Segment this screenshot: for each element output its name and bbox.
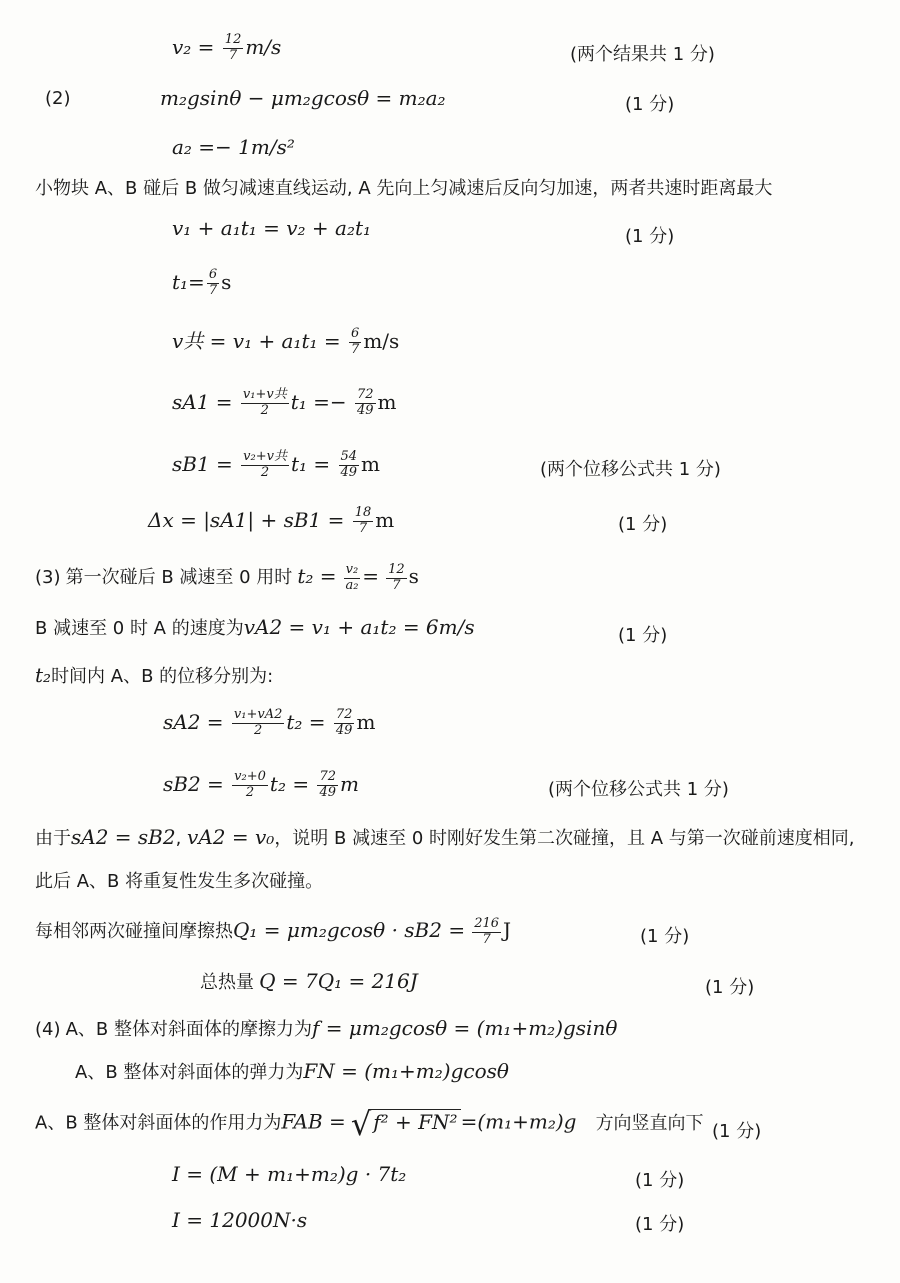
p3-vA2-text: B 减速至 0 时 A 的速度为 — [35, 618, 244, 639]
sA2-num: 72 — [335, 707, 353, 722]
sB1-inner-frac — [241, 450, 289, 481]
I1-eq: I = (M + m₁+m₂)g · 7t₂ — [172, 1162, 407, 1186]
t1-result — [172, 268, 231, 299]
a2-result: a₂ =− 1m/s² — [172, 135, 295, 159]
p3-t2-line — [35, 563, 419, 594]
because-eq2: vA2 = v₀ — [187, 825, 275, 849]
sB1-mid: t₁ = — [290, 451, 331, 476]
sB1-lhs: sB1 = — [172, 451, 233, 476]
p3-t2-intro — [35, 665, 273, 686]
sA2-inner-num: v₁+vA2 — [233, 707, 283, 722]
t1-frac — [207, 268, 219, 299]
t1-den: 7 — [208, 282, 218, 298]
dx-lhs: Δx = |sA1| + sB1 = — [148, 507, 345, 532]
sA1-result — [172, 388, 397, 419]
p3-because-mid: ，说明 B 减速至 0 时刚好发生第二次碰撞，且 A 与第一次碰前速度相同, — [274, 828, 855, 849]
t1-unit: s — [221, 269, 232, 294]
score-10: (1 分) — [712, 1121, 762, 1142]
sB1-result — [172, 450, 380, 481]
because-eq1: sA2 = sB2 — [71, 825, 176, 849]
t2-inner-den: a₂ — [345, 577, 359, 593]
sA2-inner-frac — [232, 708, 284, 739]
t2-unit: s — [408, 563, 419, 588]
sB2-inner-frac — [232, 770, 268, 801]
score-8: (1 分) — [640, 926, 690, 947]
p3-because-line: 由于sA2 = sB2, vA2 = v₀，说明 B 减速至 0 时刚好发生第二次碰撞，且 A 与第一次碰前速度相同, — [35, 825, 855, 849]
dx-den: 7 — [358, 520, 368, 536]
eq-velocity: v₁ + a₁t₁ = v₂ + a₂t₁ — [172, 216, 372, 240]
vco-frac — [349, 327, 361, 358]
p3-vA2-line — [35, 617, 475, 638]
p4-friction-text: A、B 整体对斜面体的摩擦力为 — [65, 1019, 312, 1040]
sB2-num: 72 — [319, 769, 336, 784]
eq-part2-newton: m₂gsinθ − μm₂gcosθ = m₂a₂ — [160, 86, 446, 110]
p4-force-line — [35, 1105, 704, 1143]
sB2-inner-den: 2 — [245, 784, 255, 800]
sB1-inner-den: 2 — [260, 464, 270, 480]
vco-lhs: v共 = v₁ + a₁t₁ = — [172, 328, 341, 353]
f-eq: f = μm₂gcosθ = (m₁+m₂)gsinθ — [311, 1016, 618, 1040]
sA1-inner-den: 2 — [260, 402, 269, 418]
p4-normal-text: A、B 整体对斜面体的弹力为 — [75, 1062, 304, 1083]
FAB-rhs: =(m₁+m₂)g — [460, 1109, 577, 1134]
sA2-unit: m — [356, 709, 376, 734]
score-3: (1 分) — [625, 226, 675, 247]
p3-after-text: 此后 A、B 将重复性发生多次碰撞。 — [35, 871, 324, 892]
p4-direction-text: 方向竖直向下 — [595, 1112, 704, 1134]
sB1-den: 49 — [340, 464, 358, 480]
sA1-inner-frac — [241, 388, 289, 419]
sA1-mid: t₁ =− — [290, 389, 347, 414]
sB2-den: 49 — [319, 784, 336, 800]
FAB-lhs: FAB = — [281, 1109, 346, 1134]
sA2-den: 49 — [335, 722, 353, 738]
sB2-unit: m — [339, 771, 359, 796]
v2-frac — [223, 33, 244, 64]
t1-num: 6 — [208, 267, 218, 282]
t2-num: 12 — [388, 562, 405, 577]
p3-heat-text: 每相邻两次碰撞间摩擦热 — [35, 920, 233, 942]
sB1-num: 54 — [340, 449, 358, 464]
score-12: (1 分) — [635, 1214, 685, 1235]
sA1-lhs: sA1 = — [172, 389, 233, 414]
score-1: (两个结果共 1 分) — [570, 44, 715, 65]
part-2-label: (2) — [45, 88, 71, 109]
t2-inner-frac — [344, 563, 361, 594]
v2-result — [172, 33, 281, 64]
p3-t2-text: 时间内 A、B 的位移分别为: — [51, 666, 274, 687]
t2-symbol: t₂ — [35, 663, 52, 687]
v2-unit: m/s — [245, 34, 282, 59]
t2-den: 7 — [392, 577, 401, 593]
v2-den: 7 — [228, 47, 238, 63]
dx-unit: m — [375, 507, 395, 532]
FAB-radicand: f² + FN² — [370, 1109, 460, 1132]
score-2: (1 分) — [625, 94, 675, 115]
p2-description: 小物块 A、B 碰后 B 做匀减速直线运动, A 先向上匀减速后反向匀加速，两者共速时距离最大 — [35, 178, 773, 199]
sA2-lhs: sA2 = — [163, 709, 224, 734]
t2-inner-num: v₂ — [345, 562, 359, 577]
score-11: (1 分) — [635, 1170, 685, 1191]
v2-lhs: v₂ = — [172, 34, 215, 59]
vA2-eq: vA2 = v₁ + a₁t₂ = 6m/s — [243, 615, 475, 639]
sA1-inner-num: v₁+v共 — [242, 387, 287, 402]
p4-force-text: A、B 整体对斜面体的作用力为 — [35, 1112, 282, 1134]
sA2-inner-den: 2 — [253, 722, 263, 738]
t2-eq: = — [362, 563, 379, 588]
sA2-result — [163, 708, 375, 739]
t2-lhs: t₂ = — [297, 563, 337, 588]
p3-total-line — [200, 971, 418, 992]
sB2-lhs: sB2 = — [163, 771, 224, 796]
sB1-inner-num: v₂+v共 — [243, 449, 287, 464]
p3-because-text: 由于 — [35, 828, 71, 849]
score-4: (两个位移公式共 1 分) — [540, 459, 721, 480]
p3-first-text: 第一次碰后 B 减速至 0 用时 — [65, 566, 293, 588]
Q1-frac — [472, 917, 501, 948]
sB2-result — [163, 770, 359, 801]
Q1-eq: Q₁ = μm₂gcosθ · sB2 = — [233, 917, 466, 942]
Q-eq: Q = 7Q₁ = 216J — [259, 969, 418, 993]
sA1-den: 49 — [357, 402, 374, 418]
Q1-num: 216 — [474, 916, 500, 931]
p4-normal-line — [75, 1061, 509, 1082]
score-5: (1 分) — [618, 514, 668, 535]
sqrt-icon: √ — [350, 1105, 372, 1143]
sA1-frac — [355, 388, 376, 419]
dx-result — [148, 506, 394, 537]
vco-den: 7 — [351, 341, 360, 357]
score-7: (两个位移公式共 1 分) — [548, 779, 729, 800]
sA2-frac — [334, 708, 355, 739]
vco-unit: m/s — [363, 328, 400, 353]
t1-lhs: t₁= — [172, 269, 205, 294]
sA1-unit: m — [377, 389, 397, 414]
FN-eq: FN = (m₁+m₂)gcosθ — [303, 1059, 509, 1083]
t2-frac — [386, 563, 407, 594]
vco-num: 6 — [351, 326, 360, 341]
sB1-unit: m — [361, 451, 381, 476]
part-4-label: (4) — [35, 1019, 61, 1040]
p4-friction-line — [35, 1018, 617, 1039]
p3-heat-line — [35, 917, 511, 948]
vco-result — [172, 327, 399, 358]
sB2-inner-num: v₂+0 — [234, 769, 266, 784]
sA1-num: 72 — [357, 387, 374, 402]
sB2-frac — [317, 770, 338, 801]
Q1-unit: J — [503, 917, 512, 942]
score-9: (1 分) — [705, 977, 755, 998]
part-3-label: (3) — [35, 566, 61, 588]
sB1-frac — [339, 450, 360, 481]
dx-frac — [353, 506, 374, 537]
sA2-mid: t₂ = — [286, 709, 326, 734]
v2-num: 12 — [224, 32, 242, 47]
Q1-den: 7 — [482, 931, 491, 947]
score-6: (1 分) — [618, 625, 668, 646]
p3-total-text: 总热量 — [200, 972, 254, 993]
dx-num: 18 — [354, 505, 372, 520]
I2-eq: I = 12000N·s — [172, 1208, 308, 1232]
sB2-mid: t₂ = — [269, 771, 310, 796]
